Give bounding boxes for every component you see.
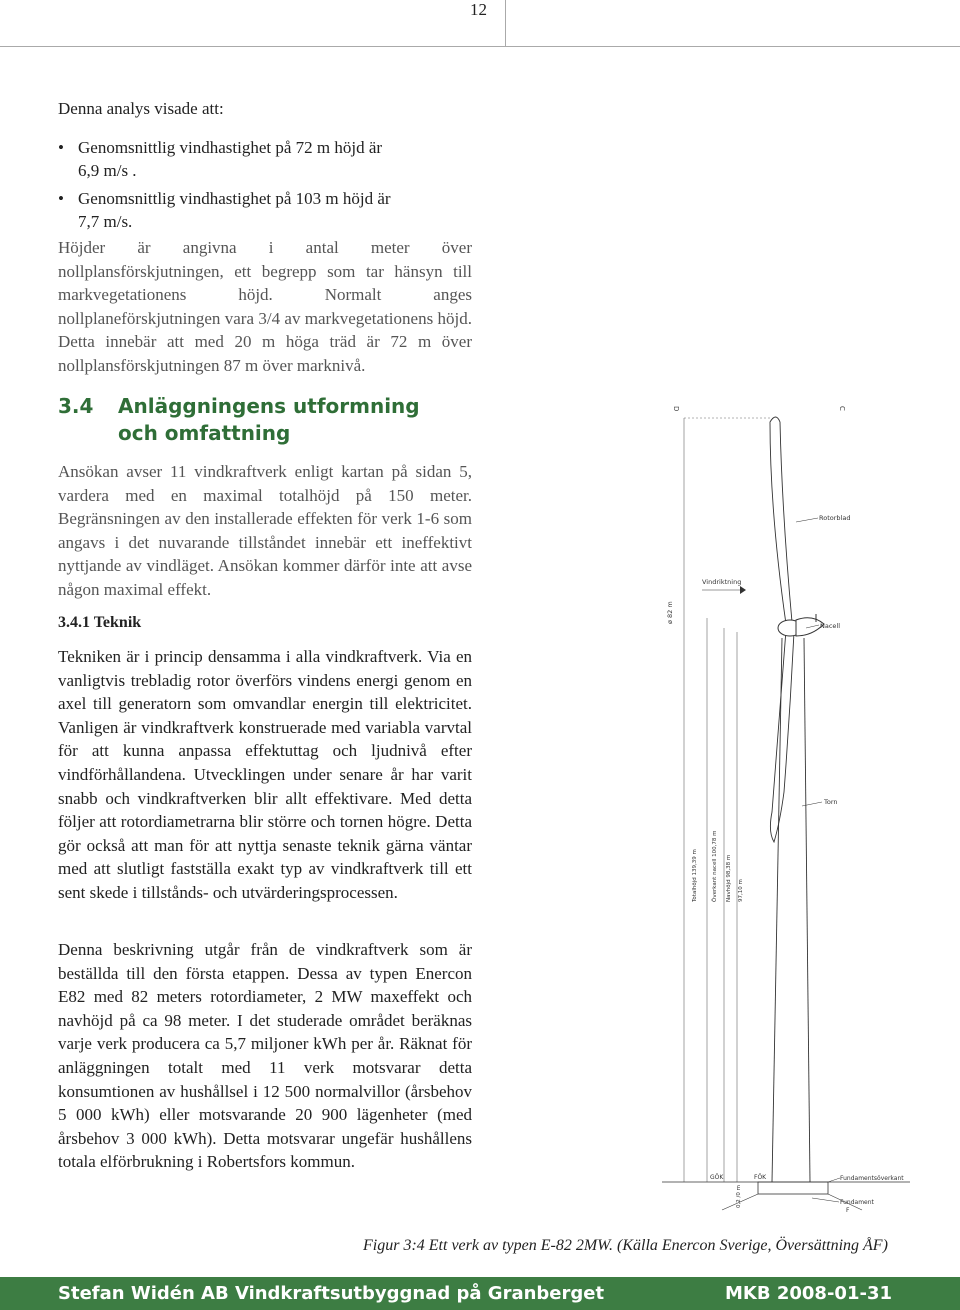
section-number: 3.4 bbox=[58, 394, 94, 418]
label-overkant-nacell: Överkant nacell 100,78 m bbox=[712, 830, 718, 902]
rotor-blade-top bbox=[770, 417, 792, 624]
intro-bullets bbox=[58, 136, 472, 234]
label-fundament: Fundament bbox=[840, 1199, 874, 1206]
label-gok: GÖK bbox=[710, 1174, 724, 1181]
label-fundamentsoverkant: Fundamentsöverkant bbox=[840, 1175, 904, 1182]
subsection-paragraph-1: Tekniken är i princip densamma i alla vindkraftverk. Via en vanligtvis trebladig rotor överförs vindens energi genom en axel till generatorn som omvandlar energin till elektricitet. Vanligen är vindkraftverk konstruerade med variabla varvtal för att kunna anpassa effektuttag och ljudnivå efter vindförhållandena. Utvecklingen under senare år har varit snabb och vindkraftverken blir allt effektivare. Med detta följer att rotordiametrarna blir större och tornen högre. Detta gör också att man för att nyttja senaste teknik gärna väntar med att slutligt fastställa exakt typ av vindkraftverk till ett sent skede i tillstånds- och utvärderingsprocessen. bbox=[58, 647, 472, 902]
rotor-blade-bottom bbox=[770, 630, 794, 842]
label-fundament-depth: 0,2 /0 m bbox=[736, 1185, 742, 1208]
label-c: C bbox=[838, 406, 846, 411]
footer-right: MKB 2008-01-31 bbox=[725, 1283, 892, 1304]
label-nacell: Nacell bbox=[820, 622, 841, 630]
bullet-item bbox=[58, 187, 472, 234]
section-paragraph: Ansökan avser 11 vindkraftverk enligt kartan på sidan 5, vardera med en maximal totalhöjd på 150 meter. Begränsningen av den installerade effekten för verk 1-6 som angavs i det nuvarande tillståndet innebär ett ineffektivt nyttjande av vindläget. Ansökan kommer därför inte att avse någon maximal effekt. bbox=[58, 462, 472, 599]
bullet-line: 7,7 m/s. bbox=[78, 212, 133, 232]
intro-block bbox=[58, 97, 472, 378]
footer-left: Stefan Widén AB Vindkraftsutbyggnad på Granberget bbox=[58, 1283, 605, 1304]
wind-arrow-head bbox=[740, 586, 746, 594]
intro-lead: Denna analys visade att: bbox=[58, 99, 224, 118]
label-torn: Torn bbox=[824, 798, 838, 806]
section-title-line2: och omfattning bbox=[118, 421, 291, 445]
turbine-figure bbox=[662, 392, 912, 1222]
label-fok: FÖK bbox=[754, 1174, 767, 1181]
header-divider bbox=[505, 0, 506, 46]
label-vindriktning: Vindriktning bbox=[702, 578, 742, 586]
turbine-drawing bbox=[662, 392, 912, 1222]
subsection-heading: 3.4.1 Teknik bbox=[58, 614, 142, 631]
foundation bbox=[758, 1182, 828, 1194]
label-rotorblad: Rotorblad bbox=[819, 514, 851, 522]
intro-paragraph: Höjder är angivna i antal meter över nollplansförskjutningen, ett begrepp som tar hänsyn till markvegetationens höjd. Normalt anges nollplaneförskjutningen vara 3/4 av markvegetationens höjd. Detta innebär att med 20 m höga träd är 72 m över nollplansförskjutningen 87 m över marknivå. bbox=[58, 237, 472, 375]
bullet-item bbox=[58, 136, 472, 183]
leader-fundament bbox=[812, 1198, 839, 1202]
section-heading bbox=[58, 393, 472, 447]
section-title-line1: Anläggningens utformning bbox=[118, 394, 420, 418]
label-navhojd: Navhöjd 98,38 m bbox=[726, 854, 732, 902]
figure-caption: Figur 3:4 Ett verk av typen E-82 2MW. (Källa Enercon Sverige, Översättning ÅF) bbox=[363, 1237, 888, 1254]
label-rotor-diameter: ø 82 m bbox=[666, 601, 674, 624]
label-f: F bbox=[846, 1207, 850, 1214]
leader-fundamentsoverkant bbox=[828, 1178, 840, 1182]
leader-rotorblad bbox=[796, 518, 818, 522]
leader-torn bbox=[802, 802, 822, 806]
label-tower-height: 97,10 m bbox=[738, 879, 744, 902]
header-rule bbox=[0, 46, 960, 47]
label-d: D bbox=[672, 406, 680, 412]
bullet-line: 6,9 m/s . bbox=[78, 161, 137, 181]
bullet-line: • Genomsnittlig vindhastighet på 103 m höjd är bbox=[78, 188, 391, 208]
subsection-paragraph-2: Denna beskrivning utgår från de vindkraftverk som är beställda till den första etappen. Dessa av typen Enercon E82 med 82 meters rotordiameter, 2 MW maxeffekt och navhöjd på ca 98 meter. I det studerade området beräknas varje verk producera ca 5,7 miljoner kWh per år. Räknat för anläggningen totalt med 11 verk motsvarar detta konsumtionen av hushållsel i 12 500 normalvillor (årsbehov 5 000 kWh) eller motsvarande 20 900 lägenheter (med årsbehov 3 000 kWh). Detta motsvarar ungefär hushållens totala elförbrukning i Robertsfors kommun. bbox=[58, 940, 472, 1172]
tower-left-edge bbox=[772, 638, 782, 1182]
label-totalhojd: Totalhöjd 139,39 m bbox=[692, 849, 698, 902]
bullet-line: • Genomsnittlig vindhastighet på 72 m höjd är bbox=[78, 137, 383, 157]
page-number: 12 bbox=[470, 0, 487, 19]
footer-bar bbox=[0, 1277, 960, 1310]
tower-right-edge bbox=[804, 638, 810, 1182]
